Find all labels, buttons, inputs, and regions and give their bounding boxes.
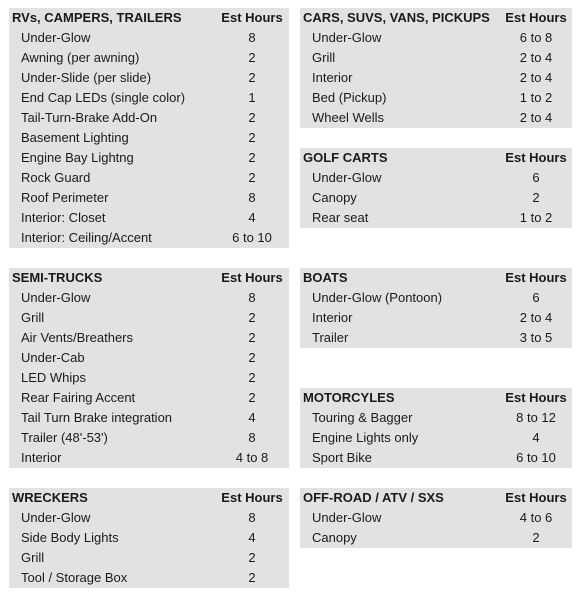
table-row (300, 308, 572, 328)
est-hours-value: 2 (532, 190, 540, 205)
service-name: Touring & Bagger (312, 410, 413, 425)
est-hours-header: Est Hours (221, 10, 283, 25)
service-name: Engine Lights only (312, 430, 419, 445)
est-hours-value: 6 (532, 290, 540, 305)
est-hours-value: 1 to 2 (519, 90, 553, 105)
table-row (9, 328, 289, 348)
table-row (300, 428, 572, 448)
est-hours-value: 2 (248, 70, 256, 85)
service-name: LED Whips (21, 370, 87, 385)
table-row (300, 28, 572, 48)
est-hours-value: 2 (248, 110, 256, 125)
est-hours-value: 4 to 6 (519, 510, 553, 525)
service-name: Under-Glow (21, 30, 91, 45)
table-row (9, 188, 289, 208)
est-hours-value: 2 (248, 50, 256, 65)
service-name: Tail Turn Brake integration (21, 410, 173, 425)
est-hours-value: 1 (248, 90, 256, 105)
service-name: Air Vents/Breathers (21, 330, 133, 345)
service-name: Awning (per awning) (21, 50, 140, 65)
est-hours-value: 1 to 2 (519, 210, 553, 225)
service-name: Interior (312, 310, 353, 325)
est-hours-value: 2 (248, 570, 256, 585)
est-hours-value: 2 to 4 (519, 310, 553, 325)
table-row (9, 308, 289, 328)
table-row (9, 508, 289, 528)
table-row (300, 68, 572, 88)
table-row (300, 508, 572, 528)
service-name: End Cap LEDs (single color) (21, 90, 186, 105)
table-motorcyles (300, 388, 572, 468)
table-row (9, 368, 289, 388)
table-row (300, 88, 572, 108)
service-name: Rear Fairing Accent (21, 390, 136, 405)
service-name: Under-Glow (312, 170, 382, 185)
service-name: Engine Bay Lightng (21, 150, 134, 165)
est-hours-value: 4 (532, 430, 540, 445)
table-row (9, 408, 289, 428)
est-hours-value: 8 to 12 (516, 410, 556, 425)
est-hours-value: 2 (248, 390, 256, 405)
est-hours-header: Est Hours (505, 390, 567, 405)
table-row (300, 448, 572, 468)
service-name: Rear seat (312, 210, 369, 225)
service-name: Wheel Wells (312, 110, 385, 125)
table-semi-trucks (9, 268, 289, 468)
service-name: Canopy (312, 190, 357, 205)
est-hours-value: 8 (248, 510, 256, 525)
service-name: Roof Perimeter (21, 190, 109, 205)
section-title: GOLF CARTS (303, 150, 388, 165)
est-hours-value: 6 to 10 (516, 450, 556, 465)
table-row (300, 408, 572, 428)
table-boats (300, 268, 572, 348)
table-row (300, 208, 572, 228)
table-row (300, 188, 572, 208)
table-row (300, 108, 572, 128)
table-row (9, 428, 289, 448)
service-name: Under-Glow (312, 30, 382, 45)
service-name: Sport Bike (312, 450, 372, 465)
est-hours-value: 2 (248, 370, 256, 385)
section-title: BOATS (303, 270, 348, 285)
est-hours-value: 2 (248, 170, 256, 185)
est-hours-value: 8 (248, 190, 256, 205)
service-name: Interior: Closet (21, 210, 106, 225)
est-hours-value: 2 (248, 550, 256, 565)
service-name: Under-Glow (21, 290, 91, 305)
est-hours-header: Est Hours (221, 490, 283, 505)
est-hours-value: 6 (532, 170, 540, 185)
service-name: Rock Guard (21, 170, 91, 185)
service-name: Canopy (312, 530, 357, 545)
est-hours-value: 2 to 4 (519, 70, 553, 85)
service-name: Under-Cab (21, 350, 85, 365)
table-row (9, 288, 289, 308)
service-name: Under-Slide (per slide) (21, 70, 152, 85)
table-row (9, 348, 289, 368)
est-hours-value: 2 to 4 (519, 50, 553, 65)
est-hours-value: 2 (248, 350, 256, 365)
est-hours-value: 8 (248, 290, 256, 305)
service-name: Trailer (312, 330, 349, 345)
table-row (9, 88, 289, 108)
table-row (9, 388, 289, 408)
est-hours-value: 2 (248, 130, 256, 145)
est-hours-header: Est Hours (505, 270, 567, 285)
table-row (300, 528, 572, 548)
table-row (9, 48, 289, 68)
table-cars-suvs-vans-pickups (300, 8, 572, 128)
table-off-road-atv-sxs (300, 488, 572, 548)
table-wreckers (9, 488, 289, 588)
table-row (9, 148, 289, 168)
service-name: Bed (Pickup) (312, 90, 387, 105)
est-hours-value: 2 to 4 (519, 110, 553, 125)
table-row (9, 108, 289, 128)
section-title: SEMI-TRUCKS (12, 270, 103, 285)
table-row (9, 28, 289, 48)
est-hours-value: 2 (532, 530, 540, 545)
table-row (9, 68, 289, 88)
table-row (9, 448, 289, 468)
service-name: Interior (312, 70, 353, 85)
service-name: Under-Glow (21, 510, 91, 525)
est-hours-value: 4 (248, 210, 256, 225)
table-golf-carts (300, 148, 572, 228)
est-hours-header: Est Hours (505, 490, 567, 505)
table-row (9, 128, 289, 148)
service-name: Basement Lighting (21, 130, 129, 145)
section-title: CARS, SUVS, VANS, PICKUPS (303, 10, 490, 25)
est-hours-header: Est Hours (221, 270, 283, 285)
est-hours-value: 4 to 8 (235, 450, 269, 465)
service-name: Grill (21, 310, 45, 325)
est-hours-value: 3 to 5 (519, 330, 553, 345)
service-name: Interior (21, 450, 62, 465)
table-row (300, 328, 572, 348)
est-hours-value: 8 (248, 430, 256, 445)
service-name: Trailer (48'-53') (21, 430, 108, 445)
table-row (9, 168, 289, 188)
est-hours-value: 6 to 10 (232, 230, 272, 245)
section-title: OFF-ROAD / ATV / SXS (303, 490, 444, 505)
est-hours-value: 2 (248, 150, 256, 165)
est-hours-value: 4 (248, 530, 256, 545)
table-row (9, 208, 289, 228)
table-row (9, 528, 289, 548)
table-row (300, 168, 572, 188)
table-row (9, 548, 289, 568)
table-rvs-campers-trailers (9, 8, 289, 248)
service-name: Under-Glow (312, 510, 382, 525)
section-title: MOTORCYLES (303, 390, 395, 405)
table-row (300, 48, 572, 68)
table-row (9, 228, 289, 248)
est-hours-value: 8 (248, 30, 256, 45)
table-row (300, 288, 572, 308)
est-hours-value: 2 (248, 330, 256, 345)
service-name: Side Body Lights (21, 530, 119, 545)
section-title: RVs, CAMPERS, TRAILERS (12, 10, 182, 25)
section-title: WRECKERS (12, 490, 88, 505)
est-hours-value: 4 (248, 410, 256, 425)
est-hours-header: Est Hours (505, 150, 567, 165)
table-row (9, 568, 289, 588)
service-name: Grill (312, 50, 336, 65)
service-name: Under-Glow (Pontoon) (312, 290, 443, 305)
service-name: Interior: Ceiling/Accent (21, 230, 152, 245)
service-name: Tail-Turn-Brake Add-On (21, 110, 158, 125)
est-hours-value: 6 to 8 (519, 30, 553, 45)
est-hours-value: 2 (248, 310, 256, 325)
service-name: Grill (21, 550, 45, 565)
est-hours-header: Est Hours (505, 10, 567, 25)
service-name: Tool / Storage Box (21, 570, 128, 585)
